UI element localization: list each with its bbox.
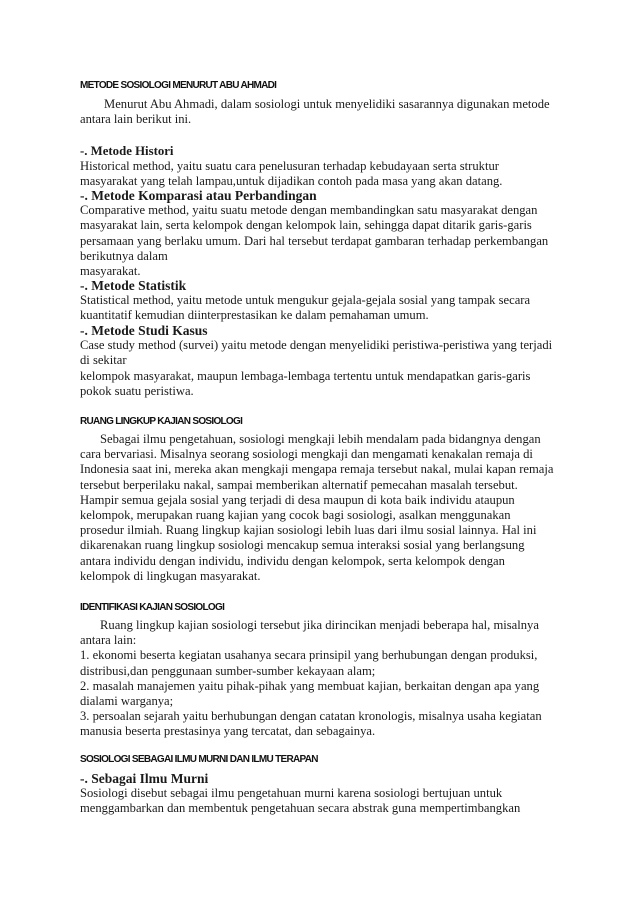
metode-intro-paragraph xyxy=(80,97,562,127)
list-item: 3. persoalan sejarah yaitu berhubungan dengan catatan kronologis, misalnya usaha kegiatan xyxy=(80,709,542,724)
subheading-statistik: -. Metode Statistik xyxy=(80,278,187,293)
list-item: 2. masalah manajemen yaitu pihak-pihak yang membuat kajian, berkaitan dengan apa yang xyxy=(80,678,540,693)
text-line: Historical method, yaitu suatu cara penelusuran terhadap kebudayaan serta struktur xyxy=(80,159,499,174)
text-line: antara lain: xyxy=(80,633,137,648)
text-line: persamaan yang berlaku umum. Dari hal tersebut terdapat gambaran terhadap perkembangan xyxy=(80,233,549,248)
metode-kasus-block xyxy=(80,323,562,399)
ilmu-murni-block xyxy=(80,771,562,817)
text-line: kelompok masyarakat, maupun lembaga-lembaga tertentu untuk mendapatkan garis-garis xyxy=(80,368,531,383)
metode-komparasi-block xyxy=(80,188,562,279)
text-line: prosedur ilmiah. Ruang lingkup kajian sosiologi lebih luas dari ilmu sosial lainnya. Hal ini xyxy=(80,523,537,538)
subheading-komparasi: -. Metode Komparasi atau Perbandingan xyxy=(80,188,317,203)
subheading-historis: -. Metode Histori xyxy=(80,144,174,158)
list-item: dialami warganya; xyxy=(80,694,174,709)
text-line: antara lain berikut ini. xyxy=(80,112,192,127)
section-heading-ruang-lingkup: RUANG LINGKUP KAJIAN SOSIOLOGI xyxy=(80,416,243,427)
metode-statistik-block xyxy=(80,278,562,324)
metode-historis-block xyxy=(80,144,562,190)
subheading-ilmu-murni: -. Sebagai Ilmu Murni xyxy=(80,771,209,786)
text-line: berikutnya dalam xyxy=(80,248,168,263)
list-item: 1. ekonomi beserta kegiatan usahanya secara prinsipil yang berhubungan dengan produksi, xyxy=(80,648,538,663)
text-line: Sebagai ilmu pengetahuan, sosiologi mengkaji lebih mendalam pada bidangnya dengan xyxy=(100,432,541,446)
text-line: di sekitar xyxy=(80,353,127,368)
text-line: pokok suatu peristiwa. xyxy=(80,383,194,398)
list-item: distribusi,dan penggunaan sumber-sumber kekayaan alam; xyxy=(80,663,376,678)
text-line: menggambarkan dan membentuk pengetahuan secara abstrak guna mempertimbangkan xyxy=(80,801,521,816)
ruang-lingkup-paragraph xyxy=(80,432,562,584)
text-line: kelompok di lingkugan masyarakat. xyxy=(80,568,261,583)
list-item: manusia beserta prestasinya yang tercatat, dan sebagainya. xyxy=(80,724,376,739)
text-line: Hampir semua gejala sosial yang terjadi di desa maupun di kota baik individu ataupun xyxy=(80,492,515,507)
identifikasi-paragraph xyxy=(80,618,562,740)
text-line: Statistical method, yaitu metode untuk mengukur gejala-gejala sosial yang tampak secara xyxy=(80,293,531,308)
text-line: Sosiologi disebut sebagai ilmu pengetahuan murni karena sosiologi bertujuan untuk xyxy=(80,786,503,801)
text-line: tersebut berperilaku nakal, sampai memberikan alternatif pemecahan masalah tersebut. xyxy=(80,477,518,492)
text-line: Menurut Abu Ahmadi, dalam sosiologi untuk menyelidiki sasarannya digunakan metode xyxy=(104,97,550,111)
text-line: kelompok, merupakan ruang kajian yang cocok bagi sosiologi, asalkan menggunakan xyxy=(80,508,511,523)
text-line: cara bervariasi. Misalnya seorang sosiologi mengkaji dan mengamati kenakalan remaja di xyxy=(80,447,533,462)
section-heading-ilmu-murni-terapan: SOSIOLOGI SEBAGAI ILMU MURNI DAN ILMU TERAPAN xyxy=(80,754,318,765)
text-line: masyarakat yang telah lampau,untuk dijadikan contoh pada masa yang akan datang. xyxy=(80,174,503,189)
text-line: masyarakat lain, serta kelompok dengan kelompok lain, sehingga dapat ditarik garis-garis xyxy=(80,218,532,233)
section-heading-identifikasi: IDENTIFIKASI KAJIAN SOSIOLOGI xyxy=(80,602,225,613)
subheading-kasus: -. Metode Studi Kasus xyxy=(80,323,208,338)
text-line: dikarenakan ruang lingkup sosiologi mencakup semua interaksi sosial yang berlangsung xyxy=(80,538,525,553)
text-line: Ruang lingkup kajian sosiologi tersebut jika dirincikan menjadi beberapa hal, misalnya xyxy=(100,618,539,632)
text-line: antara individu dengan individu, individu dengan kelompok, serta kelompok dengan xyxy=(80,553,505,568)
text-line: Case study method (survei) yaitu metode dengan menyelidiki peristiwa-peristiwa yang terjadi xyxy=(80,338,553,353)
text-line: Indonesia saat ini, mereka akan mengkaji mengapa remaja tersebut nakal, mulai kapan remaja xyxy=(80,462,554,477)
text-line: Comparative method, yaitu suatu metode dengan membandingkan satu masyarakat dengan xyxy=(80,203,538,218)
section-heading-metode: METODE SOSIOLOGI MENURUT ABU AHMADI xyxy=(80,80,277,91)
text-line: kuantitatif kemudian diinterprestasikan ke dalam pemahaman umum. xyxy=(80,308,429,323)
text-line: masyarakat. xyxy=(80,264,141,279)
